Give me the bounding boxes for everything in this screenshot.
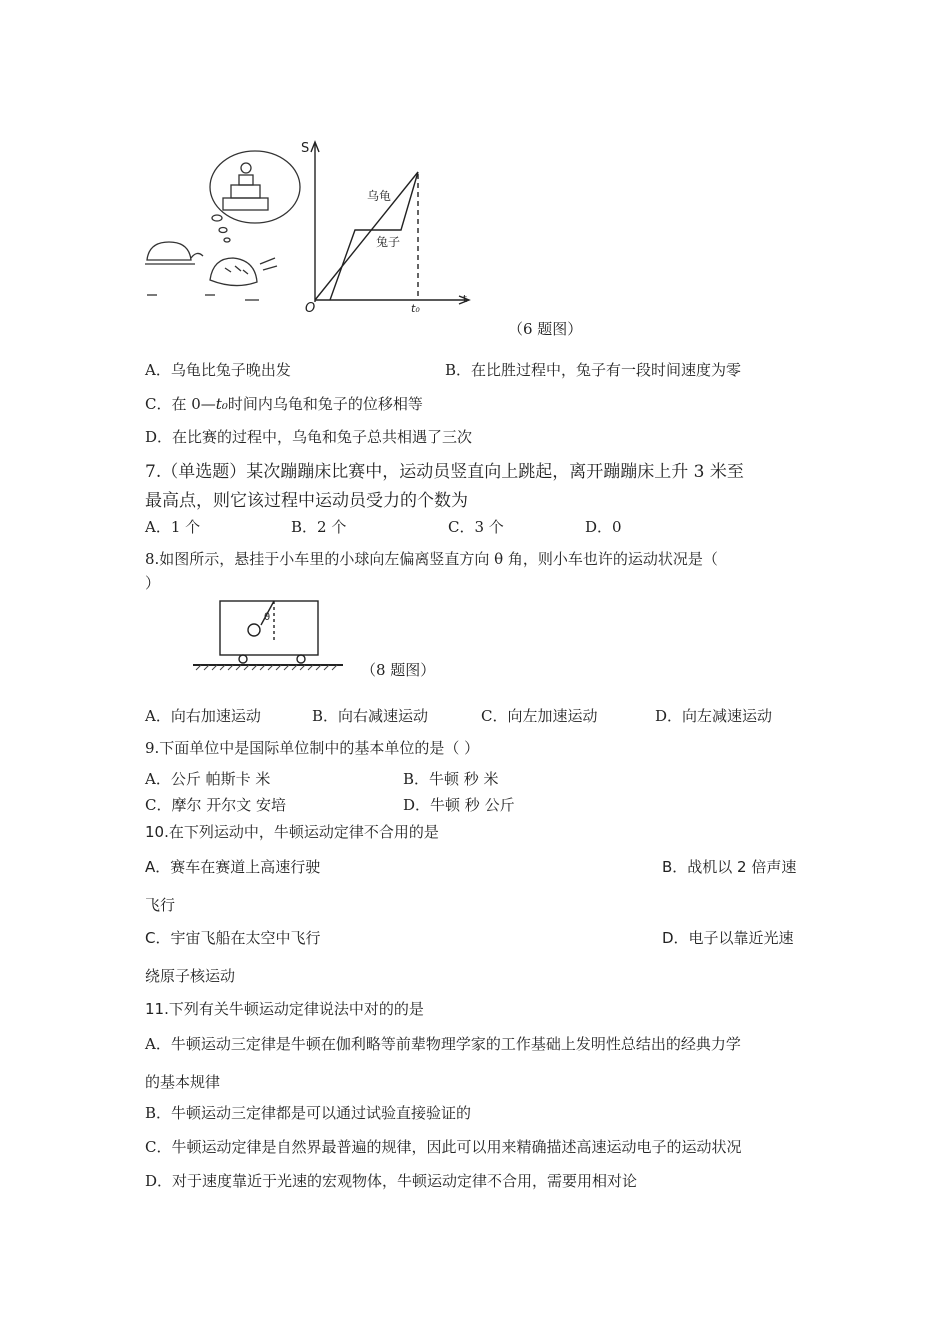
q8-option-b: B．向右减速运动 <box>312 707 429 725</box>
q11-option-b: B．牛顿运动三定律都是可以通过试验直接验证的 <box>145 1104 472 1122</box>
q8-caption: （8 题图） <box>361 661 436 679</box>
q8-figure <box>188 598 348 673</box>
q8-stem-line1: 8.如图所示，悬挂于小车里的小球向左偏离竖直方向 θ 角，则小车也许的运动状况是（ <box>145 550 718 568</box>
q9-option-c: C．摩尔 开尔文 安培 <box>145 796 287 814</box>
q6-caption: （6 题图） <box>508 320 583 338</box>
cartoon-illustration <box>145 151 300 300</box>
angle-label: θ <box>264 612 271 623</box>
q11-option-c: C．牛顿运动定律是自然界最普遍的规律，因此可以用来精确描述高速运动电子的运动状况 <box>145 1138 742 1156</box>
q7-option-d: D．0 <box>585 518 622 536</box>
q9-stem: 9.下面单位中是国际单位制中的基本单位的是（ ） <box>145 739 480 757</box>
q11-option-a-line1: A．牛顿运动三定律是牛顿在伽利略等前辈物理学家的工作基础上发明性总结出的经典力学 <box>145 1035 741 1053</box>
q8-option-a: A．向右加速运动 <box>145 707 261 725</box>
q6-option-d: D．在比赛的过程中，乌龟和兔子总共相遇了三次 <box>145 428 473 446</box>
q9-option-b: B．牛顿 秒 米 <box>403 770 499 788</box>
q7-option-b: B．2 个 <box>291 518 347 536</box>
wheel-right <box>297 655 305 663</box>
q6-option-b: B．在比胜过程中，兔子有一段时间速度为零 <box>445 361 742 379</box>
q6-option-c-post: 时间内乌龟和兔子的位移相等 <box>227 395 423 413</box>
q6-option-c-t0: t₀ <box>215 395 228 413</box>
q10-option-b: B．战机以 2 倍声速 <box>662 858 797 876</box>
q10-stem: 10.在下列运动中，牛顿运动定律不合用的是 <box>145 823 439 841</box>
rabbit-label: 兔子 <box>376 235 401 249</box>
q8-stem-line2: ） <box>145 574 161 592</box>
st-graph <box>311 142 469 304</box>
turtle-label: 乌龟 <box>367 189 392 203</box>
q6-option-c <box>145 393 423 414</box>
q10-option-d-cont: 绕原子核运动 <box>145 967 236 985</box>
origin-label: O <box>305 301 316 316</box>
ball <box>248 624 260 636</box>
q6-figure <box>135 130 480 320</box>
s-axis-label: S <box>301 141 310 156</box>
q9-option-a: A．公斤 帕斯卡 米 <box>145 770 271 788</box>
q11-option-d: D．对于速度靠近于光速的宏观物体，牛顿运动定律不合用，需要用相对论 <box>145 1172 638 1190</box>
q11-stem: 11.下列有关牛顿运动定律说法中对的的是 <box>145 1000 424 1018</box>
t-axis-label: t <box>463 294 467 305</box>
wheel-left <box>239 655 247 663</box>
q10-option-d: D．电子以靠近光速 <box>662 929 794 947</box>
q8-option-c: C．向左加速运动 <box>481 707 598 725</box>
q9-option-d: D．牛顿 秒 公斤 <box>403 796 515 814</box>
q6-option-a: A．乌龟比兔子晚出发 <box>145 361 291 379</box>
q7-option-c: C．3 个 <box>448 518 504 536</box>
q10-option-a: A．赛车在赛道上高速行驶 <box>145 858 321 876</box>
q7-stem-line2: 最高点，则它该过程中运动员受力的个数为 <box>145 491 468 511</box>
q10-option-c: C．宇宙飞船在太空中飞行 <box>145 929 321 947</box>
q7-option-a: A．1 个 <box>145 518 201 536</box>
q8-option-d: D．向左减速运动 <box>655 707 773 725</box>
q10-option-b-cont: 飞行 <box>145 896 176 914</box>
q6-option-c-pre: C．在 0— <box>145 395 216 413</box>
q11-option-a-line2: 的基本规律 <box>145 1073 221 1091</box>
t0-label: t₀ <box>411 302 420 315</box>
q7-stem-line1: 7.（单选题）某次蹦蹦床比赛中，运动员竖直向上跳起，离开蹦蹦床上升 3 米至 <box>145 462 744 482</box>
